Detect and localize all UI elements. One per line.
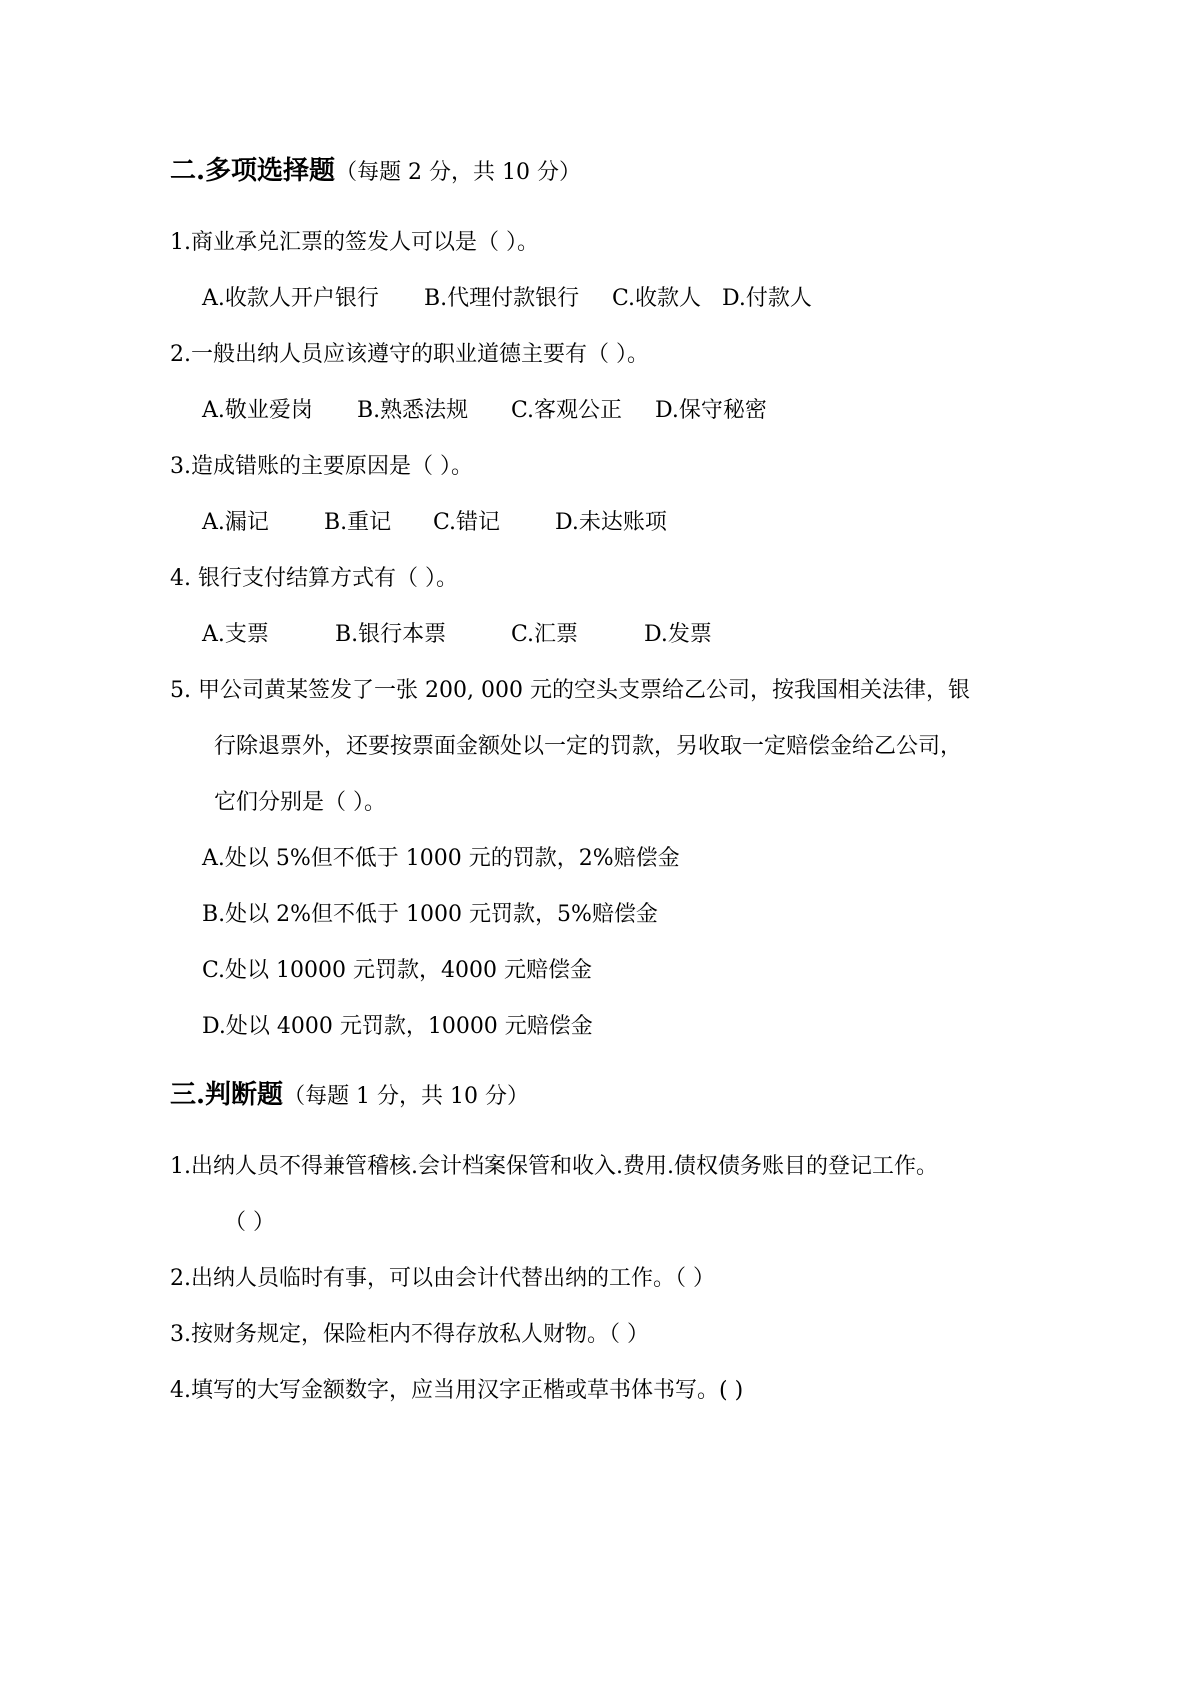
option-d: D.付款人: [722, 286, 812, 311]
section-2-heading: [170, 156, 581, 188]
section-2-note: （每题 2 分，共 10 分）: [335, 160, 582, 185]
option-c: C.处以 10000 元罚款，4000 元赔偿金: [202, 958, 592, 983]
option-a: A.处以 5%但不低于 1000 元的罚款，2%赔偿金: [202, 846, 680, 871]
option-c: C.错记: [433, 510, 501, 535]
option-a: A.漏记: [202, 510, 269, 535]
option-b: B.银行本票: [335, 622, 447, 647]
option-c: C.客观公正: [511, 398, 623, 423]
section-3-title: 三.判断题: [170, 1080, 284, 1110]
question-3-2-stem: 2.出纳人员临时有事，可以由会计代替出纳的工作。（ ）: [170, 1266, 715, 1291]
question-2-4-stem: 4. 银行支付结算方式有（ ）。: [170, 566, 458, 591]
option-a: A.收款人开户银行: [202, 286, 379, 311]
section-2-title: 二.多项选择题: [170, 156, 336, 186]
question-2-1-stem: 1.商业承兑汇票的签发人可以是（ ）。: [170, 230, 539, 255]
question-3-1-blank: （ ）: [224, 1210, 275, 1235]
option-d: D.保守秘密: [655, 398, 767, 423]
option-d: D.发票: [644, 622, 712, 647]
option-b: B.代理付款银行: [424, 286, 580, 311]
option-c: C.收款人: [612, 286, 702, 311]
question-3-1-stem: 1.出纳人员不得兼管稽核.会计档案保管和收入.费用.债权债务账目的登记工作。: [170, 1154, 938, 1179]
option-b: B.熟悉法规: [357, 398, 469, 423]
option-c: C.汇票: [511, 622, 579, 647]
option-a: A.支票: [202, 622, 269, 647]
question-2-2-stem: 2.一般出纳人员应该遵守的职业道德主要有（ ）。: [170, 342, 649, 367]
section-3-heading: [170, 1080, 529, 1112]
option-b: B.重记: [324, 510, 392, 535]
option-b: B.处以 2%但不低于 1000 元罚款，5%赔偿金: [202, 902, 658, 927]
question-3-4-stem: 4.填写的大写金额数字，应当用汉字正楷或草书体书写。( ): [170, 1378, 744, 1403]
question-2-3-stem: 3.造成错账的主要原因是（ ）。: [170, 454, 473, 479]
question-2-5-stem-line-3: 它们分别是（ ）。: [214, 790, 386, 815]
option-a: A.敬业爱岗: [202, 398, 313, 423]
section-3-note: （每题 1 分，共 10 分）: [283, 1084, 530, 1109]
question-3-3-stem: 3.按财务规定，保险柜内不得存放私人财物。（ ）: [170, 1322, 649, 1347]
option-d: D.未达账项: [555, 510, 667, 535]
option-d: D.处以 4000 元罚款，10000 元赔偿金: [202, 1014, 593, 1039]
question-2-5-stem-line-2: 行除退票外，还要按票面金额处以一定的罚款，另收取一定赔偿金给乙公司，: [214, 734, 963, 759]
question-2-5-stem-line-1: 5. 甲公司黄某签发了一张 200, 000 元的空头支票给乙公司，按我国相关法律，银: [170, 678, 970, 703]
